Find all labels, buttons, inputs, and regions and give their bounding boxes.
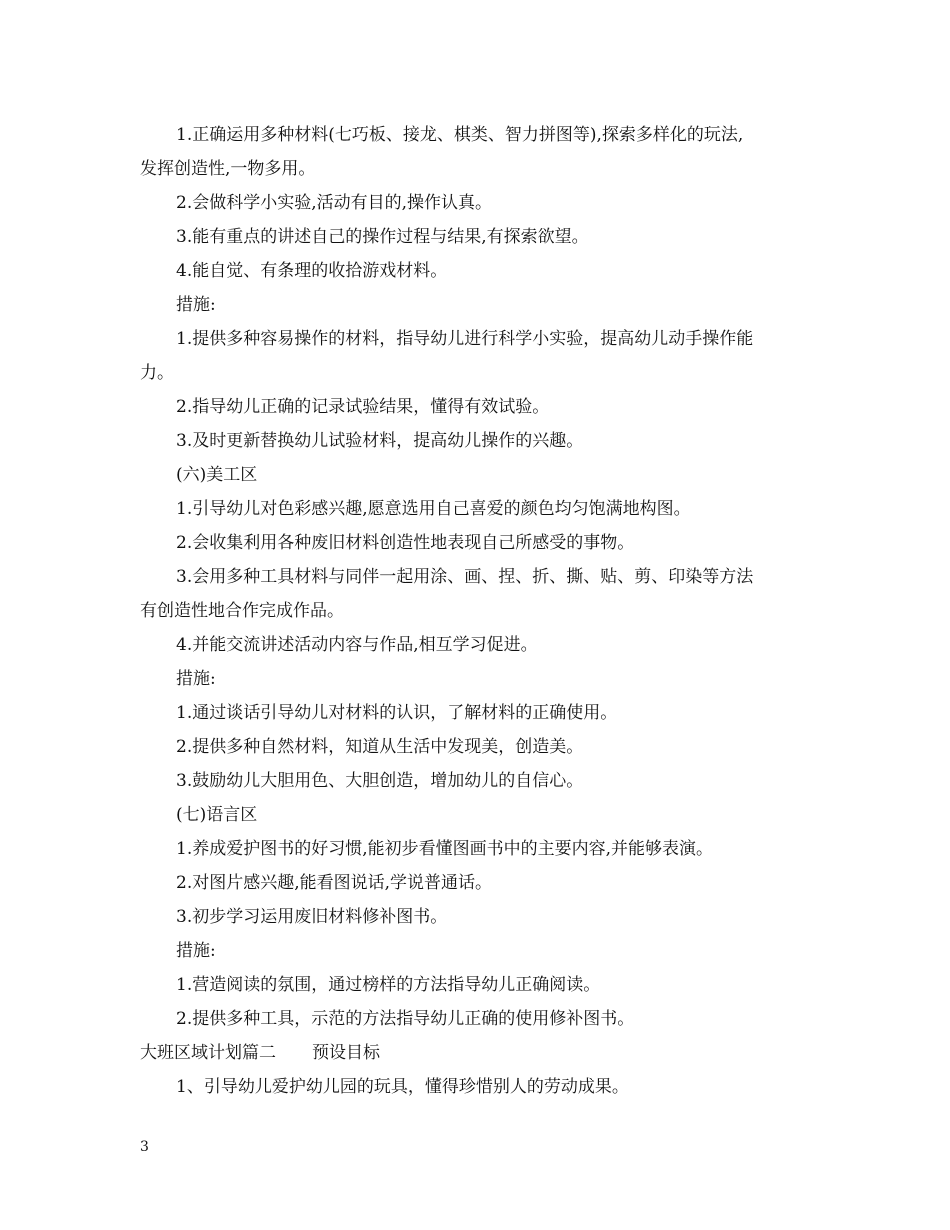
paragraph-line: 3.及时更新替换幼儿试验材料，提高幼儿操作的兴趣。 [176,431,584,451]
paragraph-line: 1.养成爱护图书的好习惯,能初步看懂图画书中的主要内容,并能够表演。 [176,839,714,859]
paragraph-line: 发挥创造性,一物多用。 [140,159,316,179]
paragraph-line: 2.会收集利用各种废旧材料创造性地表现自己所感受的事物。 [176,533,635,553]
plan-subtitle: 预设目标 [312,1043,380,1063]
paragraph-line: 4.并能交流讲述活动内容与作品,相互学习促进。 [176,635,538,655]
paragraph-line: 1.正确运用多种材料(七巧板、接龙、棋类、智力拼图等),探索多样化的玩法, [176,125,744,145]
section-heading-art: (六)美工区 [176,465,258,485]
paragraph-line: 1.通过谈话引导幼儿对材料的认识，了解材料的正确使用。 [176,703,618,723]
paragraph-line: 3.鼓励幼儿大胆用色、大胆创造，增加幼儿的自信心。 [176,771,584,791]
measures-heading: 措施: [176,669,216,689]
paragraph-line: 力。 [140,363,174,383]
paragraph-line: 2.会做科学小实验,活动有目的,操作认真。 [176,193,493,213]
paragraph-line: 4.能自觉、有条理的收拾游戏材料。 [176,261,448,281]
paragraph-line: 1.提供多种容易操作的材料，指导幼儿进行科学小实验，提高幼儿动手操作能 [176,329,754,349]
measures-heading: 措施: [176,295,216,315]
paragraph-line: 1.引导幼儿对色彩感兴趣,愿意选用自己喜爱的颜色均匀饱满地构图。 [176,499,691,519]
document-body [140,118,812,1104]
paragraph-line: 3.能有重点的讲述自己的操作过程与结果,有探索欲望。 [176,227,589,247]
paragraph-line: 2.提供多种自然材料，知道从生活中发现美，创造美。 [176,737,584,757]
paragraph-line: 2.对图片感兴趣,能看图说话,学说普通话。 [176,873,493,893]
plan-heading [140,1036,812,1070]
section-heading-language: (七)语言区 [176,805,258,825]
paragraph-line: 1、引导幼儿爱护幼儿园的玩具，懂得珍惜别人的劳动成果。 [176,1077,629,1097]
paragraph-line: 3.初步学习运用废旧材料修补图书。 [176,907,448,927]
plan-title: 大班区域计划篇二 [140,1043,276,1063]
page-number: 3 [140,1139,149,1155]
paragraph-line: 2.指导幼儿正确的记录试验结果，懂得有效试验。 [176,397,550,417]
measures-heading: 措施: [176,941,216,961]
paragraph-line: 1.营造阅读的氛围，通过榜样的方法指导幼儿正确阅读。 [176,975,601,995]
paragraph-line: 2.提供多种工具，示范的方法指导幼儿正确的使用修补图书。 [176,1009,635,1029]
paragraph-line: 有创造性地合作完成作品。 [140,601,344,621]
paragraph-line: 3.会用多种工具材料与同伴一起用涂、画、捏、折、撕、贴、剪、印染等方法 [176,567,754,587]
